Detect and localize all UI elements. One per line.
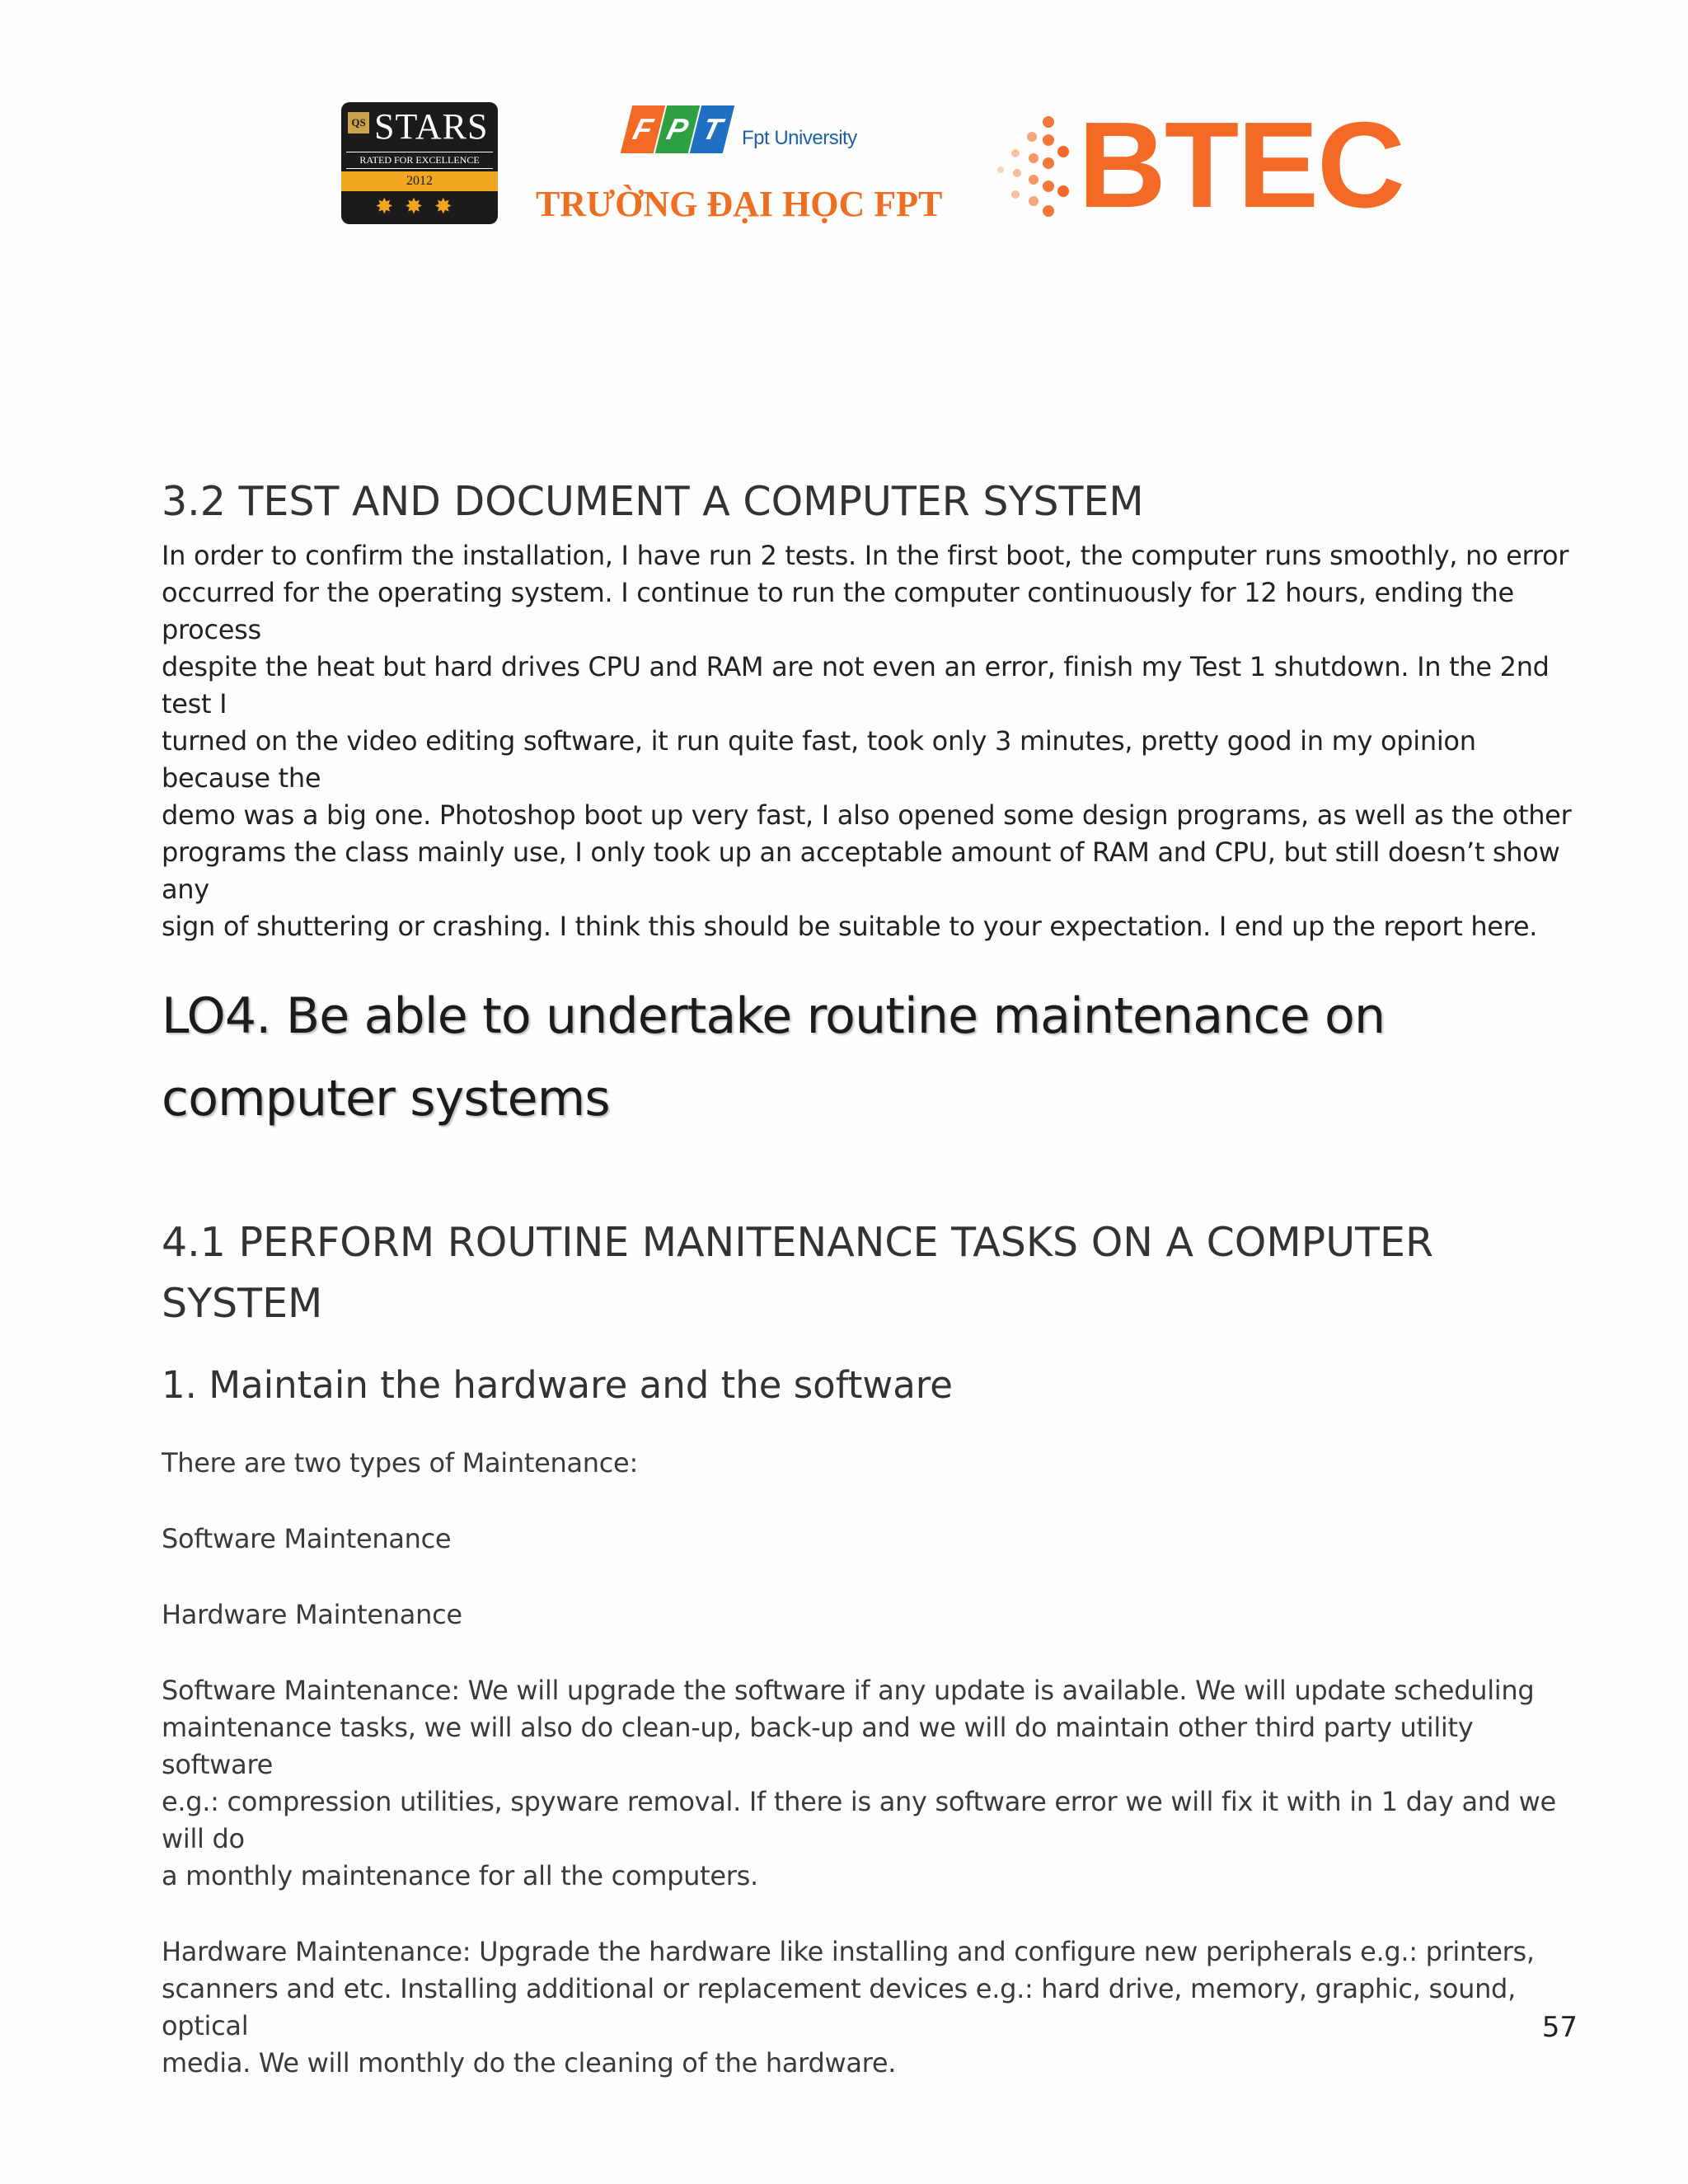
main-content (162, 471, 1579, 2082)
paragraph-line: Software Maintenance: We will upgrade the software if any update is available. We will update scheduling (162, 1675, 1535, 1706)
lo4-heading (162, 975, 1579, 1140)
hardware-maintenance-paragraph (162, 1933, 1579, 2082)
software-maintenance-paragraph (162, 1672, 1579, 1895)
paragraph-line: In order to confirm the installation, I have run 2 tests. In the first boot, the computer runs smoothly, no error (162, 540, 1569, 571)
qs-stars-title: STARS (374, 106, 489, 147)
fpt-letter-blocks (626, 105, 730, 158)
star-icons: ✸✸✸ (375, 194, 464, 218)
paragraph-line: Hardware Maintenance: Upgrade the hardware like installing and configure new peripherals e.g.: printers, (162, 1936, 1535, 1967)
section-4-1-heading (162, 1212, 1579, 1334)
paragraph-line: sign of shuttering or crashing. I think this should be suitable to your expectation. I end up the report here. (162, 911, 1538, 942)
section-3-2-paragraph (162, 537, 1579, 945)
qs-stars-logo (341, 102, 498, 224)
section-3-2-heading: 3.2 TEST AND DOCUMENT A COMPUTER SYSTEM (162, 478, 1144, 525)
page-number: 57 (1541, 2011, 1578, 2044)
btec-wordmark: BTEC (1078, 97, 1404, 233)
fpt-letter-f: F (621, 105, 665, 153)
paragraph-line: media. We will monthly do the cleaning of the hardware. (162, 2047, 897, 2079)
paragraph-line: e.g.: compression utilities, spyware removal. If there is any software error we will fix it with in 1 day and we will do (162, 1786, 1556, 1854)
paragraph-line: a monthly maintenance for all the computers. (162, 1860, 758, 1891)
maintenance-type-hardware: Hardware Maintenance (162, 1599, 462, 1630)
paragraph-line: despite the heat but hard drives CPU and RAM are not even an error, finish my Test 1 shutdown. In the 2nd test I (162, 651, 1550, 719)
lo4-heading-line: computer systems (162, 1070, 610, 1127)
maintenance-type-software: Software Maintenance (162, 1523, 452, 1554)
paragraph-line: occurred for the operating system. I continue to run the computer continuously for 12 hours, ending the process (162, 577, 1514, 645)
paragraph-line: demo was a big one. Photoshop boot up very fast, I also opened some design programs, as well as the other (162, 799, 1572, 831)
fpt-letter-t: T (690, 105, 734, 153)
fpt-vietnamese-name: TRƯỜNG ĐẠI HỌC FPT (536, 184, 943, 224)
fpt-letter-p: P (655, 105, 700, 153)
paragraph-line: scanners and etc. Installing additional or replacement devices e.g.: hard drive, memory, graphic, sound, optical (162, 1973, 1516, 2041)
section-4-1-heading-line: SYSTEM (162, 1280, 323, 1327)
section-4-1-heading-line: 4.1 PERFORM ROUTINE MANITENANCE TASKS ON A COMPUTER (162, 1219, 1433, 1266)
qs-year: 2012 (341, 171, 498, 191)
subheading-maintain: 1. Maintain the hardware and the software (162, 1363, 953, 1407)
qs-rated-text: RATED FOR EXCELLENCE (346, 152, 493, 169)
header-logos (338, 97, 1409, 246)
paragraph-line: maintenance tasks, we will also do clean-up, back-up and we will do maintain other third party utility software (162, 1712, 1474, 1780)
paragraph-line: turned on the video editing software, it run quite fast, took only 3 minutes, pretty good in my opinion because the (162, 725, 1476, 794)
fpt-university-logo (536, 97, 943, 237)
fpt-university-label: Fpt University (742, 127, 857, 149)
btec-logo (981, 97, 1409, 246)
maintenance-intro: There are two types of Maintenance: (162, 1447, 638, 1479)
btec-dots-icon (989, 112, 1071, 227)
qs-mark: QS (348, 112, 369, 134)
lo4-heading-line: LO4. Be able to undertake routine maintenance on (162, 987, 1386, 1045)
paragraph-line: programs the class mainly use, I only took up an acceptable amount of RAM and CPU, but still doesn’t show any (162, 837, 1560, 905)
